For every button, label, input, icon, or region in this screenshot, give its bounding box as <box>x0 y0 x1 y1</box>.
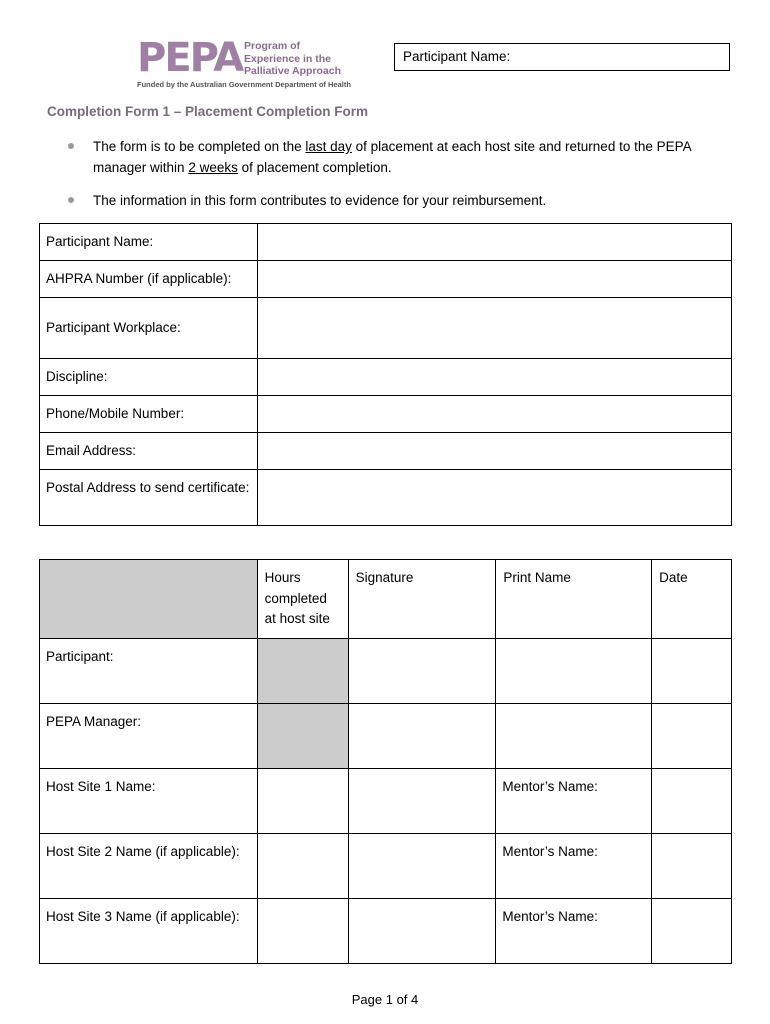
participant-print-name-cell[interactable] <box>496 639 652 704</box>
phone-label: Phone/Mobile Number: <box>40 396 258 433</box>
pepa-logo <box>137 35 367 92</box>
host-site-1-label: Host Site 1 Name: <box>40 769 258 834</box>
table-row <box>40 396 732 433</box>
bullet-1-text: The form is to be completed on the last day of placement at each host site and returned to the PEPA manager within 2 weeks of placement completion. <box>93 139 691 175</box>
host-site-2-date-cell[interactable] <box>652 834 732 899</box>
pepa-manager-signature-cell[interactable] <box>348 704 496 769</box>
bullet-dot <box>68 143 74 149</box>
table-row <box>40 359 732 396</box>
email-label: Email Address: <box>40 433 258 470</box>
participant-info-table <box>39 223 732 526</box>
host-site-2-label: Host Site 2 Name (if applicable): <box>40 834 258 899</box>
pepa-manager-hours-cell <box>257 704 348 769</box>
pepa-manager-date-cell[interactable] <box>652 704 732 769</box>
header-hours: Hours completed at host site <box>257 560 348 639</box>
logo-wordmark: PEPA <box>137 35 243 81</box>
host-site-3-signature-cell[interactable] <box>348 899 496 964</box>
logo-tagline: Program of Experience in the Palliative Approach <box>244 40 342 77</box>
bullet-2-text: The information in this form contributes to evidence for your reimbursement. <box>93 193 547 208</box>
host-site-2-mentor-label: Mentor’s Name: <box>496 834 652 899</box>
header-blank-cell <box>40 560 258 639</box>
host-site-3-hours-cell[interactable] <box>257 899 348 964</box>
discipline-label: Discipline: <box>40 359 258 396</box>
participant-row-label: Participant: <box>40 639 258 704</box>
email-input[interactable] <box>257 433 731 470</box>
ahpra-number-input[interactable] <box>257 261 731 298</box>
participant-workplace-label: Participant Workplace: <box>40 298 258 359</box>
host-site-3-mentor-label: Mentor’s Name: <box>496 899 652 964</box>
participant-signature-cell[interactable] <box>348 639 496 704</box>
sign-off-table <box>39 559 732 964</box>
table-row <box>40 899 732 964</box>
discipline-input[interactable] <box>257 359 731 396</box>
page-number: Page 1 of 4 <box>351 992 419 1007</box>
header-date: Date <box>652 560 732 639</box>
bullet-dot <box>68 197 74 203</box>
host-site-1-mentor-label: Mentor’s Name: <box>496 769 652 834</box>
participant-name-input[interactable] <box>257 224 731 261</box>
header-print-name: Print Name <box>496 560 652 639</box>
host-site-1-hours-cell[interactable] <box>257 769 348 834</box>
pepa-manager-row-label: PEPA Manager: <box>40 704 258 769</box>
host-site-2-signature-cell[interactable] <box>348 834 496 899</box>
header-participant-name-label: Participant Name: <box>403 49 511 64</box>
table-header-row <box>40 560 732 639</box>
participant-hours-cell <box>257 639 348 704</box>
pepa-manager-print-name-cell[interactable] <box>496 704 652 769</box>
host-site-2-hours-cell[interactable] <box>257 834 348 899</box>
participant-workplace-input[interactable] <box>257 298 731 359</box>
table-row <box>40 834 732 899</box>
table-row <box>40 433 732 470</box>
ahpra-number-label: AHPRA Number (if applicable): <box>40 261 258 298</box>
table-row <box>40 769 732 834</box>
table-row <box>40 639 732 704</box>
logo-funded-by: Funded by the Australian Government Department of Health <box>137 80 351 89</box>
table-row <box>40 224 732 261</box>
header-participant-name-field[interactable] <box>394 43 730 71</box>
participant-date-cell[interactable] <box>652 639 732 704</box>
form-title: Completion Form 1 – Placement Completion Form <box>47 104 369 119</box>
table-row <box>40 704 732 769</box>
table-row <box>40 298 732 359</box>
host-site-3-label: Host Site 3 Name (if applicable): <box>40 899 258 964</box>
phone-input[interactable] <box>257 396 731 433</box>
host-site-3-date-cell[interactable] <box>652 899 732 964</box>
postal-address-input[interactable] <box>257 470 731 526</box>
postal-address-label: Postal Address to send certificate: <box>40 470 258 526</box>
host-site-1-date-cell[interactable] <box>652 769 732 834</box>
table-row <box>40 261 732 298</box>
table-row <box>40 470 732 526</box>
participant-name-label: Participant Name: <box>40 224 258 261</box>
host-site-1-signature-cell[interactable] <box>348 769 496 834</box>
header-signature: Signature <box>348 560 496 639</box>
